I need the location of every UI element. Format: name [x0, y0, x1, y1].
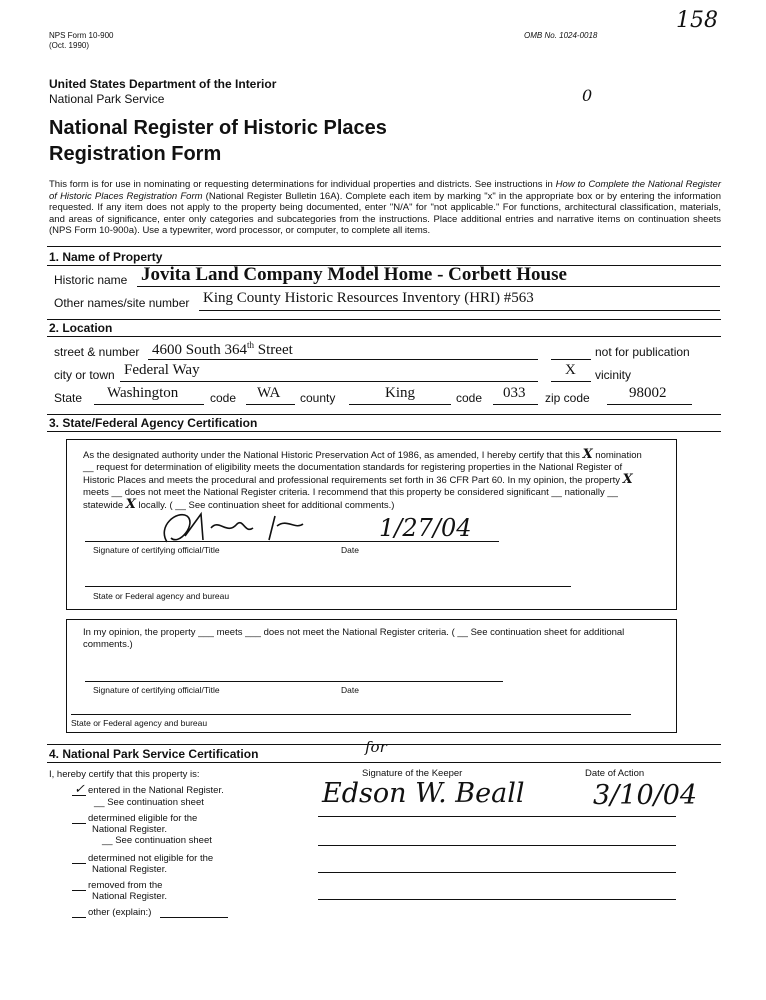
agency-line [85, 586, 571, 587]
zip-field[interactable] [607, 385, 692, 406]
certification-text: As the designated authority under the National Historic Preservation Act of 1986, as amended, I hereby certify that this X nomination __ request for determination of eligibility meets the documentation standards for registering properties in the National Register of Historic Places and meets the procedural and professional requirements set forth in 36 CFR Part 60. In my opinion, the property X meets __ does not meet the National Register criteria. I recommend that this property be considered significant __ nationally __ statewide X locally. ( __ See continuation sheet for additional comments.) [83, 447, 642, 512]
not-for-publication-label: not for publication [595, 345, 690, 359]
signature-label: Signature of certifying official/Title [93, 545, 220, 555]
nomination-mark: X [582, 447, 593, 462]
department: United States Department of the Interior [49, 77, 277, 91]
city-field[interactable] [120, 362, 538, 383]
signature2-line [85, 681, 503, 682]
meets-mark: X [622, 472, 633, 487]
county-code-value: 033 [503, 385, 526, 401]
state-certification-box [66, 439, 677, 610]
street-value: 4600 South 364th Street [152, 340, 293, 358]
street-field[interactable] [148, 340, 538, 361]
page-subtitle: Registration Form [49, 143, 222, 165]
county-value: King [385, 385, 415, 401]
form-date: (Oct. 1990) [49, 41, 90, 50]
keeper-line-1 [318, 816, 676, 817]
keeper-signature: Edson W. Beall [322, 778, 525, 809]
section4-heading: 4. National Park Service Certification [49, 747, 259, 761]
certifying-official-signature [127, 506, 307, 550]
for-mark: for [365, 738, 387, 756]
keeper-line-4 [318, 899, 676, 900]
section2-rule [47, 319, 721, 320]
zero-mark: 0 [582, 86, 593, 105]
vicinity-checkbox[interactable] [551, 362, 591, 383]
agency2-line [71, 714, 631, 715]
agency2-label: State or Federal agency and bureau [71, 718, 208, 728]
state-field[interactable] [94, 385, 204, 406]
section4-subrule [47, 762, 721, 763]
agency-label: State or Federal agency and bureau [93, 591, 230, 601]
page-title: National Register of Historic Places [49, 117, 387, 139]
historic-name-label: Historic name [54, 273, 128, 287]
action-date-label: Date of Action [585, 768, 645, 779]
state-code-label: code [210, 391, 237, 405]
other-names-value: King County Historic Resources Inventory (HRI) #563 [203, 290, 534, 306]
city-label: city or town [54, 368, 115, 382]
section1-rule [47, 246, 721, 247]
historic-name-value: Jovita Land Company Model Home - Corbett House [141, 264, 567, 285]
opinion-box [66, 619, 677, 733]
date-label: Date [341, 545, 359, 555]
historic-name-field[interactable] [137, 264, 720, 288]
action-date-value: 3/10/04 [593, 780, 698, 811]
certification-date-value: 1/27/04 [379, 514, 472, 542]
city-value: Federal Way [124, 362, 200, 378]
keeper-label: Signature of the Keeper [362, 768, 463, 779]
other-names-field[interactable] [199, 290, 720, 312]
section3-heading: 3. State/Federal Agency Certification [49, 416, 258, 430]
intro-paragraph: This form is for use in nominating or requesting determinations for individual properties and districts. See instructions in How to Complete the National Register of Historic Places Registration Form (National Register Bulletin 16A). Complete each item by marking "x" in the appropriate box or by entering the information requested. If any item does not apply to the property being documented, enter "N/A" for "not applicable." For functions, architectural classification, materials, and areas of significance, enter only categories and subcategories from the instructions. Place additional entries and narrative items on continuation sheets (NPS Form 10-900a). Use a typewriter, word processor, or computer, to complete all items. [49, 179, 721, 236]
keeper-line-3 [318, 872, 676, 873]
state-code-value: WA [257, 385, 281, 401]
section3-subrule [47, 431, 721, 432]
county-field[interactable] [349, 385, 451, 406]
vicinity-label: vicinity [595, 368, 632, 382]
form-number: NPS Form 10-900 [49, 31, 114, 40]
section2-heading: 2. Location [49, 321, 113, 335]
page-mark: 158 [676, 8, 718, 33]
county-code-field[interactable] [493, 385, 538, 406]
street-label: street & number [54, 345, 140, 359]
section3-rule [47, 414, 721, 415]
vicinity-mark: X [565, 362, 576, 378]
service: National Park Service [49, 92, 165, 106]
keeper-line-2 [318, 845, 676, 846]
section1-heading: 1. Name of Property [49, 250, 163, 264]
state-label: State [54, 391, 83, 405]
county-code-label: code [456, 391, 483, 405]
state-value: Washington [107, 385, 179, 401]
opinion-text: In my opinion, the property ___ meets ___ does not meet the National Register criteria. ( __ See continuation sheet for additional comments.) [83, 627, 625, 650]
nps-intro: I, hereby certify that this property is: [49, 769, 200, 780]
zip-value: 98002 [629, 385, 667, 401]
section2-subrule [47, 336, 721, 337]
locally-mark: X [125, 497, 136, 512]
entered-check: ✓ [74, 782, 85, 797]
signature2-label: Signature of certifying official/Title [93, 685, 220, 695]
omb-number: OMB No. 1024-0018 [524, 31, 598, 40]
signature-line [85, 541, 499, 542]
zip-label: zip code [545, 391, 590, 405]
other-names-label: Other names/site number [54, 296, 190, 310]
county-label: county [300, 391, 336, 405]
not-for-publication-blank[interactable] [551, 359, 591, 360]
date2-label: Date [341, 685, 359, 695]
state-code-field[interactable] [246, 385, 295, 406]
